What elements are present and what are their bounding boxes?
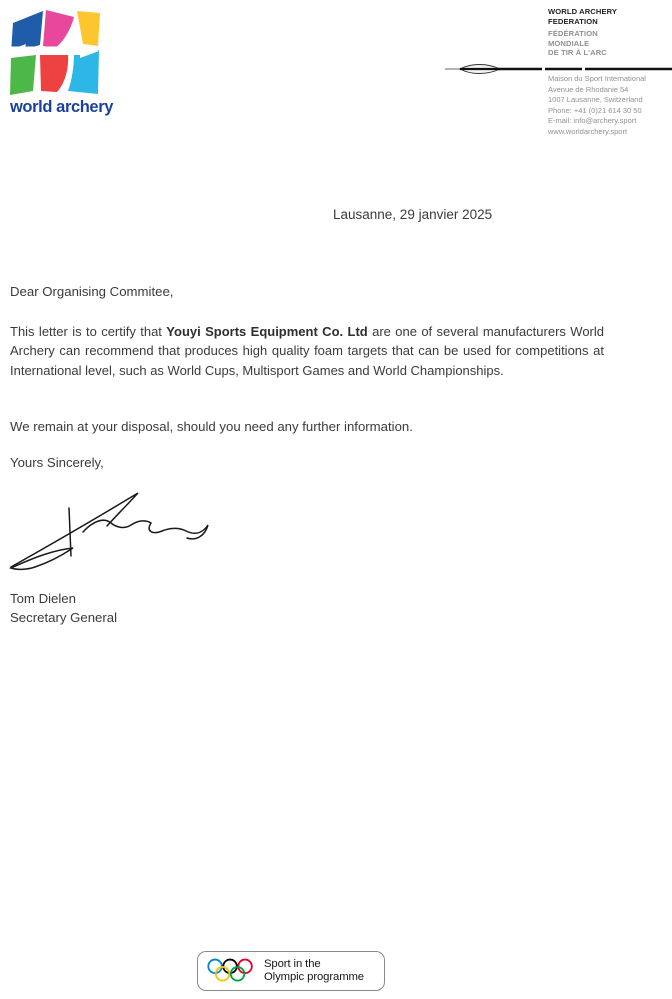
address-line: Maison du Sport International <box>548 74 646 83</box>
body-text-after-bold: are one of several manufacturers World Archery can recommend that produces high quality foam targets that can be used for competitions at International level, such as World Cups, Multisport Games and World Championships. <box>10 324 604 378</box>
badge-text <box>264 958 364 985</box>
org-name-fr <box>548 29 617 58</box>
body-text-before-bold: This letter is to certify that <box>10 324 167 339</box>
org-name-en <box>548 7 617 26</box>
badge-text-line2: Olympic programme <box>264 971 364 983</box>
address-block <box>548 74 646 138</box>
body-paragraph-2: We remain at your disposal, should you need any further information. <box>10 419 413 434</box>
signer-block <box>10 589 117 627</box>
org-name-en-line1: WORLD ARCHERY <box>548 7 618 16</box>
address-line: Phone: +41 (0)21 614 30 50 <box>548 105 642 115</box>
website-url: www.worldarchery.sport <box>548 126 628 136</box>
org-name-block <box>548 7 617 58</box>
org-name-fr-line1: FÉDÉRATION <box>548 29 598 38</box>
org-name-en-line2: FEDERATION <box>548 16 598 26</box>
closing: Yours Sincerely, <box>10 455 104 470</box>
org-name-fr-line3: DE TIR À L'ARC <box>548 48 607 57</box>
world-archery-logo-icon <box>10 8 101 96</box>
olympic-programme-badge <box>197 951 385 991</box>
logo-wordmark: world archery <box>10 98 114 116</box>
world-archery-logo <box>10 8 114 117</box>
org-name-fr-line2: MONDIALE <box>548 38 590 48</box>
address-line: Avenue de Rhodanie 54 <box>548 84 629 94</box>
dateline: Lausanne, 29 janvier 2025 <box>333 207 493 222</box>
body-paragraph-1 <box>10 322 604 380</box>
olympic-rings-icon <box>205 956 257 986</box>
signer-title: Secretary General <box>10 610 118 625</box>
salutation: Dear Organising Commitee, <box>10 284 174 299</box>
signature-icon <box>5 483 220 578</box>
badge-text-line1: Sport in the <box>264 957 321 970</box>
company-name: Youyi Sports Equipment Co. Ltd <box>166 324 368 339</box>
address-line: 1007 Lausanne, Switzerland <box>548 95 643 105</box>
signer-name: Tom Dielen <box>10 591 76 606</box>
email-address: E-mail: info@archery.sport <box>548 116 637 126</box>
